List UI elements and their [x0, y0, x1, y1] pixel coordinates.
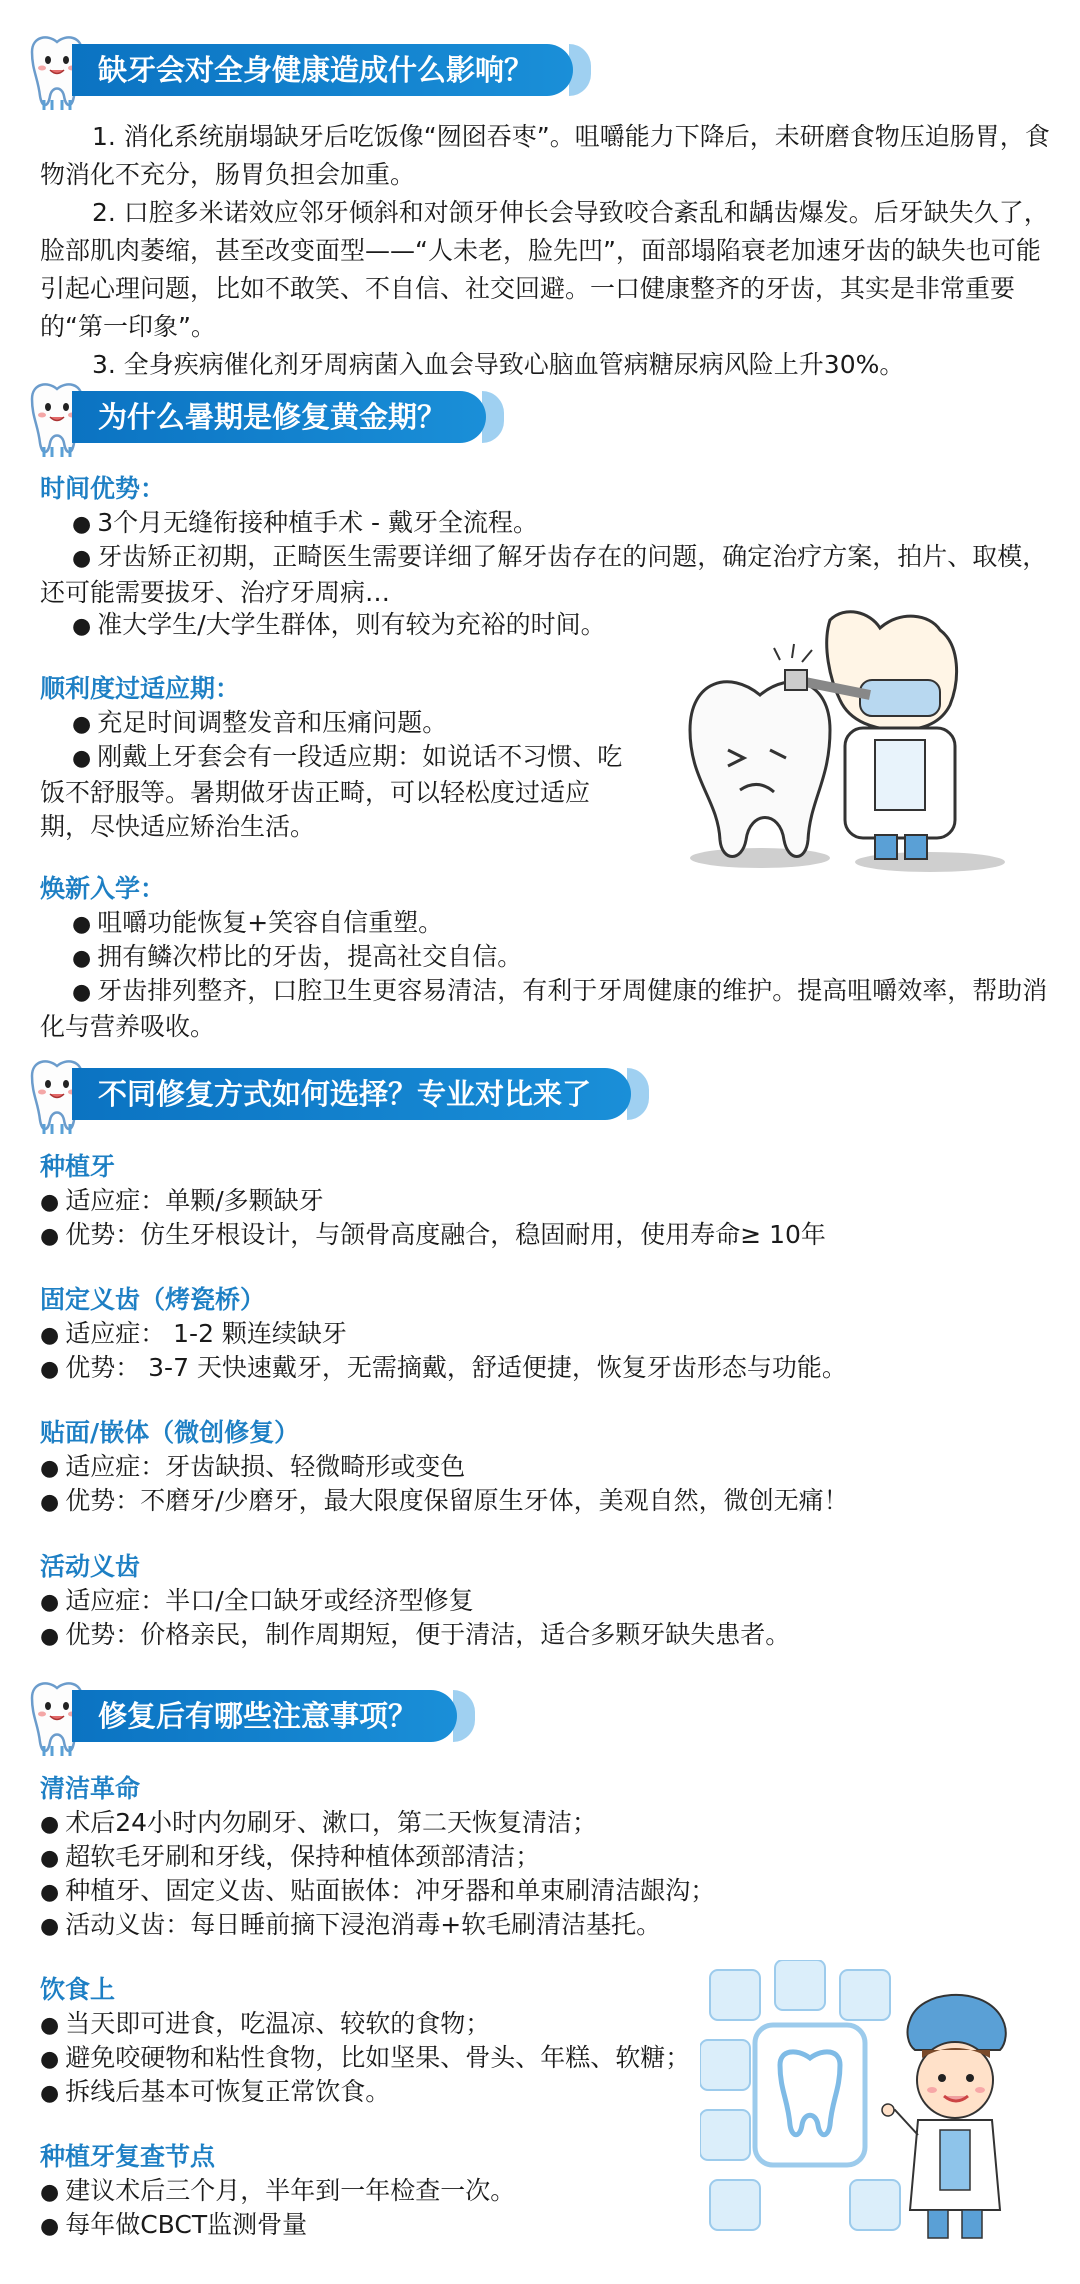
paragraph: 1. 消化系统崩塌缺牙后吃饭像“囫囵吞枣”。咀嚼能力下降后，未研磨食物压迫肠胃，食物消化不充分，肠胃负担会加重。 [40, 122, 1050, 189]
list-item: ● 活动义齿：每日睡前摘下浸泡消毒+软毛刷清洁基托。 [40, 1910, 662, 1939]
list-item: ● 适应症： 1-2 颗连续缺牙 [40, 1319, 347, 1348]
list-item: ● 充足时间调整发音和压痛问题。 [72, 708, 448, 737]
section-title: 修复后有哪些注意事项？ [72, 1690, 457, 1742]
paragraph: 2. 口腔多米诺效应邻牙倾斜和对颌牙伸长会导致咬合紊乱和龋齿爆发。后牙缺失久了，脸部肌肉萎缩，甚至改变面型——“人未老，脸先凹”，面部塌陷衰老加速牙齿的缺失也可能引起心理问题，比如不敢笑、不自信、社交回避。一口健康整齐的牙齿，其实是非常重要的“第一印象”。 [40, 198, 1049, 341]
group-heading: 种植牙 [40, 1152, 116, 1181]
list-item: ● 优势：不磨牙/少磨牙，最大限度保留原生牙体，美观自然，微创无痛！ [40, 1486, 849, 1515]
section-header-3 [0, 1062, 680, 1124]
list-item: ● 拆线后基本可恢复正常饮食。 [40, 2077, 391, 2106]
group-heading: 种植牙复查节点 [40, 2142, 216, 2171]
list-item: ● 优势：价格亲民，制作周期短，便于清洁，适合多颗牙缺失患者。 [40, 1620, 791, 1649]
group-heading: 固定义齿（烤瓷桥） [40, 1285, 266, 1314]
list-item: ● 准大学生/大学生群体，则有较为充裕的时间。 [72, 610, 606, 639]
group-heading: 时间优势： [40, 474, 166, 503]
list-item: ● 适应症：单颗/多颗缺牙 [40, 1186, 324, 1215]
section-header-4 [0, 1684, 680, 1746]
list-item: ● 术后24小时内勿刷牙、漱口，第二天恢复清洁； [40, 1808, 598, 1837]
list-item: ● 避免咬硬物和粘性食物，比如坚果、骨头、年糕、软糖； [40, 2043, 691, 2072]
section-header-1 [0, 38, 680, 100]
list-item: ● 适应症：牙齿缺损、轻微畸形或变色 [40, 1452, 466, 1481]
section-title: 缺牙会对全身健康造成什么影响？ [72, 44, 573, 96]
list-item: ● 建议术后三个月，半年到一年检查一次。 [40, 2176, 516, 2205]
group-heading: 活动义齿 [40, 1552, 141, 1581]
group-heading: 焕新入学： [40, 874, 166, 903]
tooth-cleaning-illustration [670, 600, 1020, 880]
list-item: ● 优势： 3-7 天快速戴牙，无需摘戴，舒适便捷，恢复牙齿形态与功能。 [40, 1353, 847, 1382]
list-item: ● 刚戴上牙套会有一段适应期：如说话不习惯、吃饭不舒服等。暑期做牙齿正畸，可以轻松度过适应期，尽快适应矫治生活。 [40, 742, 623, 841]
list-item: ● 每年做CBCT监测骨量 [40, 2210, 308, 2239]
section-header-2 [0, 385, 680, 447]
list-item: ● 牙齿排列整齐，口腔卫生更容易清洁，有利于牙周健康的维护。提高咀嚼效率，帮助消化与营养吸收。 [40, 976, 1048, 1041]
group-heading: 饮食上 [40, 1975, 116, 2004]
list-item: ● 当天即可进食，吃温凉、较软的食物； [40, 2009, 491, 2038]
list-item: ● 拥有鳞次栉比的牙齿，提高社交自信。 [72, 942, 523, 971]
list-item: ● 咀嚼功能恢复+笑容自信重塑。 [72, 908, 444, 937]
section-title: 为什么暑期是修复黄金期？ [72, 391, 486, 443]
section-title: 不同修复方式如何选择？专业对比来了 [72, 1068, 631, 1120]
group-heading: 贴面/嵌体（微创修复） [40, 1418, 300, 1447]
dentist-boy-illustration [700, 1960, 1050, 2250]
list-item: ● 优势：仿生牙根设计，与颌骨高度融合，稳固耐用，使用寿命≥ 10年 [40, 1220, 826, 1249]
list-item: ● 超软毛牙刷和牙线，保持种植体颈部清洁； [40, 1842, 541, 1871]
group-heading: 清洁革命 [40, 1774, 141, 1803]
paragraph: 3. 全身疾病催化剂牙周病菌入血会导致心脑血管病糖尿病风险上升30%。 [92, 350, 905, 379]
list-item: ● 3个月无缝衔接种植手术 - 戴牙全流程。 [72, 508, 539, 537]
list-item: ● 牙齿矫正初期，正畸医生需要详细了解牙齿存在的问题，确定治疗方案，拍片、取模，还可能需要拔牙、治疗牙周病… [40, 542, 1048, 607]
list-item: ● 种植牙、固定义齿、贴面嵌体：冲牙器和单束刷清洁龈沟； [40, 1876, 716, 1905]
list-item: ● 适应症：半口/全口缺牙或经济型修复 [40, 1586, 474, 1615]
group-heading: 顺利度过适应期： [40, 674, 241, 703]
